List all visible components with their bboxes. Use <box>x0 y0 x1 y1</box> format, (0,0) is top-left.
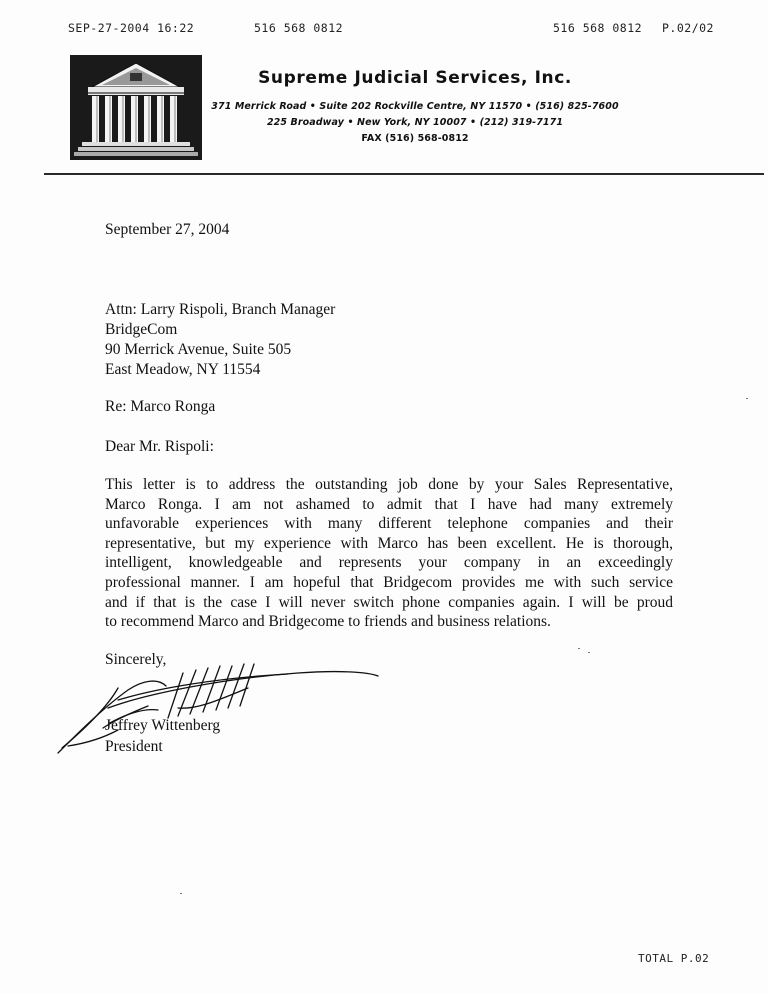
body-line: and if that is the case I will never switch phone companies again. I will be proud <box>105 593 673 611</box>
closing: Sincerely, <box>105 651 167 668</box>
body-line: representative, but my experience with Marco has been excellent. He is thorough, <box>105 534 673 552</box>
body-line: This letter is to address the outstanding job done by your Sales Representative, <box>105 476 673 493</box>
fax-from-number: 516 568 0812 <box>254 21 344 35</box>
scan-speck <box>746 398 748 399</box>
fax-to-number: 516 568 0812 <box>553 21 643 35</box>
letter-body <box>105 475 673 632</box>
body-line: to recommend Marco and Bridgecome to friends and business relations. <box>105 613 551 631</box>
company-fax-line: FAX (516) 568-0812 <box>361 133 469 144</box>
scan-speck <box>578 648 580 649</box>
scan-speck <box>588 652 590 653</box>
fax-page-number: P.02/02 <box>662 21 714 35</box>
body-line: Marco Ronga. I am not ashamed to admit that I have had many extremely <box>105 495 673 513</box>
company-address-line-2: 225 Broadway • New York, NY 10007 • (212) 319-7171 <box>266 117 564 128</box>
scan-speck <box>180 893 182 894</box>
fax-total-pages: TOTAL P.02 <box>638 952 710 965</box>
letter-date: September 27, 2004 <box>105 221 230 238</box>
letterhead-divider <box>44 173 764 175</box>
fax-datetime: SEP-27-2004 16:22 <box>68 21 195 35</box>
recipient-line: Attn: Larry Rispoli, Branch Manager <box>105 301 336 318</box>
recipient-address-block <box>105 300 335 380</box>
signer-block <box>105 715 220 757</box>
company-name: Supreme Judicial Services, Inc. <box>258 68 572 88</box>
recipient-line: 90 Merrick Avenue, Suite 505 <box>105 341 292 358</box>
courthouse-icon <box>70 55 202 160</box>
signer-name: Jeffrey Wittenberg <box>105 717 221 734</box>
recipient-line: East Meadow, NY 11554 <box>105 361 261 378</box>
recipient-line: BridgeCom <box>105 321 178 338</box>
body-line: unfavorable experiences with many different telephone companies and their <box>105 515 673 533</box>
body-line: intelligent, knowledgeable and represents your company in an exceedingly <box>105 554 673 572</box>
company-address-line-1: 371 Merrick Road • Suite 202 Rockville Centre, NY 11570 • (516) 825-7600 <box>211 101 619 112</box>
salutation: Dear Mr. Rispoli: <box>105 438 214 455</box>
subject-line: Re: Marco Ronga <box>105 398 216 415</box>
signer-title: President <box>105 738 163 755</box>
body-line: professional manner. I am hopeful that Bridgecom provides me with such service <box>105 573 673 591</box>
